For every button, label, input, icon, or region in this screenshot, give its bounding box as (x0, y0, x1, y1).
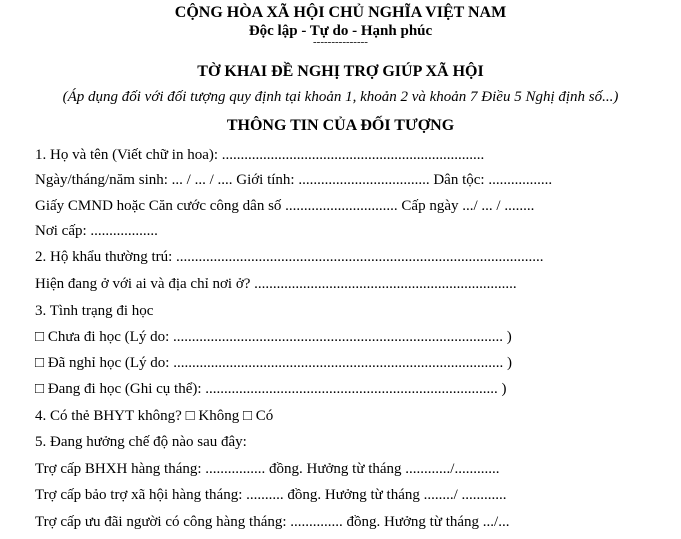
checkbox-icon[interactable]: □ (242, 408, 253, 424)
education-option-label: Đang đi học (Ghi cụ thể): .............................................................................. ) (47, 381, 507, 397)
checkbox-icon[interactable]: □ (35, 381, 45, 397)
bhyt-question: 4. Có thẻ BHYT không? (35, 408, 182, 424)
country-name: CỘNG HÒA XÃ HỘI CHỦ NGHĨA VIỆT NAM (174, 4, 507, 21)
education-option-label: Đã nghỉ học (Lý do: ........................................................................................ ) (47, 355, 512, 371)
benefits-question: 5. Đang hưởng chế độ nào sau đây: (35, 434, 247, 450)
header-divider: --------------- (313, 36, 368, 48)
bhyt-no-label: Không (198, 408, 240, 424)
education-option[interactable] (35, 380, 507, 398)
form-title: TỜ KHAI ĐỀ NGHỊ TRỢ GIÚP XÃ HỘI (197, 63, 484, 80)
national-motto: Độc lập - Tự do - Hạnh phúc (248, 23, 433, 39)
education-option-label: Chưa đi học (Lý do: ........................................................................................ ) (47, 329, 512, 345)
checkbox-icon[interactable]: □ (35, 329, 45, 345)
checkbox-icon[interactable]: □ (35, 355, 45, 371)
education-option[interactable] (35, 354, 512, 372)
residence-field[interactable]: 2. Hộ khẩu thường trú: .................................................................................................. (35, 249, 544, 265)
section-title: THÔNG TIN CỦA ĐỐI TƯỢNG (226, 117, 455, 134)
bhyt-yes-label: Có (255, 408, 274, 424)
education-option[interactable] (35, 328, 512, 346)
issued-place-field[interactable]: Nơi cấp: .................. (35, 223, 158, 239)
id-card-field[interactable]: Giấy CMND hoặc Căn cước công dân số .............................. Cấp ngày .../ ... / ........ (35, 198, 535, 214)
form-subtitle: (Áp dụng đối với đối tượng quy định tại khoản 1, khoản 2 và khoản 7 Điều 5 Nghị định số...) (62, 89, 619, 105)
living-with-field[interactable]: Hiện đang ở với ai và địa chỉ nơi ở? ...................................................................... (35, 276, 517, 292)
benefit-social-protection[interactable]: Trợ cấp bảo trợ xã hội hàng tháng: .......... đồng. Hưởng từ tháng ......../ ............ (35, 487, 507, 503)
full-name-field[interactable]: 1. Họ và tên (Viết chữ in hoa): ...................................................................... (35, 147, 485, 163)
benefit-social-insurance[interactable]: Trợ cấp BHXH hàng tháng: ................ đồng. Hưởng từ tháng ............/............ (35, 461, 500, 477)
education-status-heading: 3. Tình trạng đi học (35, 303, 154, 319)
birth-gender-ethnicity-field[interactable]: Ngày/tháng/năm sinh: ... / ... / .... Giới tính: ................................... Dân tộc: ................. (35, 172, 553, 188)
benefit-meritorious-people[interactable]: Trợ cấp ưu đãi người có công hàng tháng: .............. đồng. Hưởng từ tháng .../... (35, 514, 510, 530)
bhyt-question-row (35, 407, 273, 425)
checkbox-icon[interactable]: □ (185, 408, 195, 424)
